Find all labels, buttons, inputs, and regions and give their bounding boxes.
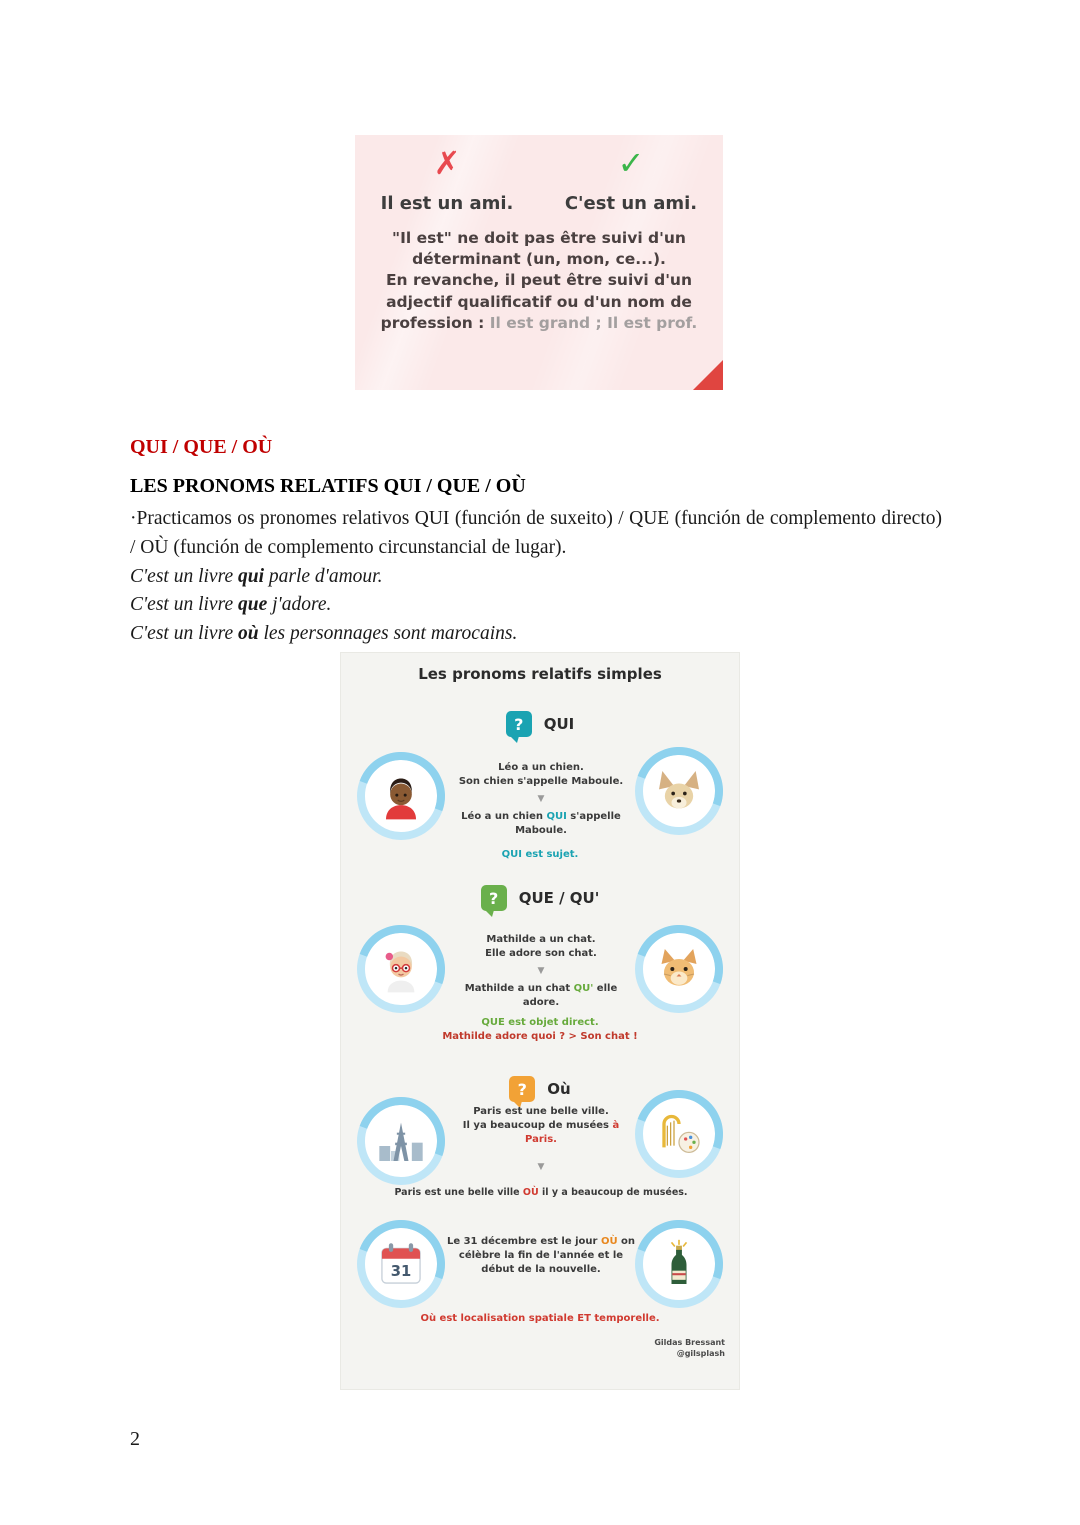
ou-result-pronoun: OÙ bbox=[522, 1187, 539, 1198]
dog-circle bbox=[635, 747, 723, 835]
credit-name: Gildas Bressant bbox=[654, 1338, 725, 1347]
que-section-header bbox=[341, 885, 739, 911]
ou-result-pre: Paris est une belle ville bbox=[394, 1187, 523, 1198]
example-sentence bbox=[130, 591, 517, 619]
qui-result-post: s'appelle Maboule. bbox=[515, 810, 621, 836]
paris-circle bbox=[357, 1097, 445, 1185]
credit-handle: @gilsplash bbox=[676, 1348, 725, 1358]
question-bubble-icon: ? bbox=[481, 885, 507, 911]
question-bubble-icon: ? bbox=[509, 1076, 535, 1102]
red-corner-triangle bbox=[693, 360, 723, 390]
harp-palette-icon bbox=[654, 1109, 704, 1159]
qui-note: QUI est sujet. bbox=[501, 849, 579, 860]
ou-result-post: il y a beaucoup de musées. bbox=[538, 1187, 688, 1198]
section-heading-bold: LES PRONOMS RELATIFS QUI / QUE / OÙ bbox=[130, 475, 526, 497]
example-pronoun: où bbox=[237, 622, 259, 644]
rule-explanation-line bbox=[355, 313, 723, 334]
cross-icon: ✗ bbox=[433, 144, 461, 182]
qui-result-pre: Léo a un chien bbox=[461, 810, 547, 822]
champagne-bottle-icon bbox=[654, 1239, 704, 1289]
wrong-column bbox=[355, 144, 539, 214]
que-label: QUE / QU' bbox=[518, 889, 600, 907]
grammar-rule-card bbox=[355, 135, 723, 390]
que-result-sentence bbox=[446, 982, 636, 1010]
wrong-example-text: Il est un ami. bbox=[380, 192, 514, 214]
que-result-pre: Mathilde a un chat bbox=[464, 982, 574, 994]
rule-explanation-line: déterminant (un, mon, ce...). bbox=[412, 249, 666, 268]
down-arrow-icon: ▼ bbox=[537, 966, 545, 976]
qui-result-sentence bbox=[446, 810, 636, 838]
ou-example-block bbox=[446, 1105, 636, 1178]
boy-avatar-circle bbox=[357, 752, 445, 840]
check-icon: ✓ bbox=[617, 144, 645, 182]
rule-explanation bbox=[355, 228, 723, 335]
rule-explanation-bold: profession : bbox=[380, 314, 485, 333]
cat-circle bbox=[635, 925, 723, 1013]
calendar-day: 31 bbox=[390, 1263, 412, 1281]
page-number: 2 bbox=[130, 1428, 140, 1450]
rule-explanation-line: En revanche, il peut être suivi d'un bbox=[385, 271, 693, 290]
que-line2: Elle adore son chat. bbox=[485, 948, 597, 959]
calendar-text-pre: Le 31 décembre est le jour bbox=[446, 1236, 601, 1247]
credit bbox=[654, 1338, 725, 1360]
ou-line2 bbox=[446, 1119, 636, 1147]
boy-avatar-icon bbox=[376, 771, 426, 821]
question-bubble-icon: ? bbox=[506, 711, 532, 737]
qui-example-block bbox=[446, 761, 636, 838]
ou-line2-pre: Il ya beaucoup de musées bbox=[462, 1120, 613, 1131]
qui-label: QUI bbox=[543, 715, 575, 733]
calendar-example-block bbox=[446, 1235, 636, 1277]
rule-explanation-line: "Il est" ne doit pas être suivi d'un bbox=[392, 228, 686, 247]
ou-label: Où bbox=[547, 1080, 571, 1098]
que-note: QUE est objet direct. bbox=[481, 1017, 599, 1028]
example-pre: C'est un livre bbox=[130, 594, 238, 616]
cat-icon bbox=[654, 944, 704, 994]
woman-avatar-circle bbox=[357, 925, 445, 1013]
down-arrow-icon: ▼ bbox=[537, 794, 545, 804]
example-sentences bbox=[130, 563, 517, 648]
lesson-paragraph: ·Practicamos os pronomes relativos QUI (función de suxeito) / QUE (función de complemento directo) / OÙ (función de complemento circunstancial de lugar). bbox=[130, 508, 942, 558]
example-pronoun: qui bbox=[237, 566, 264, 587]
qui-section-header bbox=[341, 711, 739, 737]
calendar-text-pronoun: OÙ bbox=[600, 1236, 618, 1247]
example-post: parle d'amour. bbox=[264, 566, 383, 587]
ou-line2-red: à Paris. bbox=[525, 1120, 620, 1145]
correct-column bbox=[539, 144, 723, 214]
example-pre: C'est un livre bbox=[130, 566, 238, 587]
calendar-icon bbox=[375, 1238, 427, 1290]
infographic-title: Les pronoms relatifs simples bbox=[418, 665, 662, 683]
correct-example-text: C'est un ami. bbox=[564, 192, 698, 214]
example-sentence bbox=[130, 563, 517, 591]
paris-eiffel-icon bbox=[376, 1116, 426, 1166]
woman-avatar-icon bbox=[376, 944, 426, 994]
down-arrow-icon: ▼ bbox=[537, 1162, 545, 1172]
example-post: j'adore. bbox=[267, 594, 332, 616]
que-example-block bbox=[446, 933, 636, 1010]
rule-card-marks-row bbox=[355, 144, 723, 214]
example-sentence bbox=[130, 620, 517, 648]
section-heading-red: QUI / QUE / OÙ bbox=[130, 436, 273, 458]
que-note2: Mathilde adore quoi ? > Son chat ! bbox=[442, 1031, 638, 1042]
example-pronoun: que bbox=[237, 594, 268, 616]
museum-arts-circle bbox=[635, 1090, 723, 1178]
calendar-circle bbox=[357, 1220, 445, 1308]
qui-line2: Son chien s'appelle Maboule. bbox=[458, 776, 624, 787]
dog-icon bbox=[654, 766, 704, 816]
relative-pronouns-infographic bbox=[340, 652, 740, 1390]
example-post: les personnages sont marocains. bbox=[258, 622, 518, 644]
champagne-circle bbox=[635, 1220, 723, 1308]
ou-line1: Paris est une belle ville. bbox=[473, 1106, 609, 1117]
calendar-text-post: on célèbre la fin de l'année et le début de la nouvelle. bbox=[458, 1236, 636, 1275]
ou-result-sentence bbox=[351, 1187, 731, 1200]
qui-line1: Léo a un chien. bbox=[498, 762, 584, 773]
final-note: Où est localisation spatiale ET temporelle. bbox=[420, 1313, 660, 1324]
que-result-pronoun: QU' bbox=[573, 982, 594, 994]
rule-explanation-gray: Il est grand ; Il est prof. bbox=[489, 314, 698, 333]
que-result-post: elle adore. bbox=[522, 982, 618, 1008]
qui-result-pronoun: QUI bbox=[546, 810, 567, 822]
example-pre: C'est un livre bbox=[130, 622, 238, 644]
que-line1: Mathilde a un chat. bbox=[486, 934, 596, 945]
rule-explanation-line: adjectif qualificatif ou d'un nom de bbox=[386, 292, 692, 311]
